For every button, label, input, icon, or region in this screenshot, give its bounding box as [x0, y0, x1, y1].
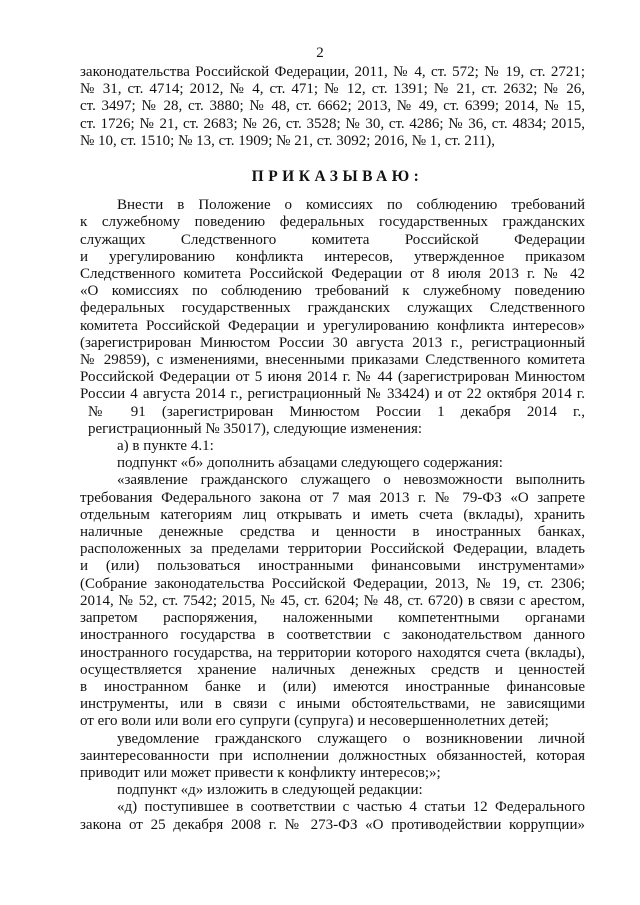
text-line: законодательства Российской Федерации, 2011, № 4, ст. 572; № 19, ст. 2721;	[80, 64, 585, 80]
text-line: № 91 (зарегистрирован Минюстом России 1 декабря 2014 г.,	[88, 403, 585, 420]
text-line: Российской Федерации от 5 июня 2014 г. № 44 (зарегистрирован Минюстом	[80, 369, 585, 386]
text-line: подпункт «б» дополнить абзацами следующего содержания:	[117, 455, 503, 472]
text-line: иностранного государства в соответствии с законодательством данного	[80, 627, 585, 644]
final-paragraph	[80, 799, 585, 833]
text-line: «д) поступившее в соответствии с частью 4 статьи 12 Федерального	[117, 799, 585, 816]
text-line: требования Федерального закона от 7 мая 2013 г. № 79-ФЗ «О запрете	[80, 489, 585, 506]
text-line: подпункт «д» изложить в следующей редакции:	[117, 782, 423, 799]
text-line: уведомление гражданского служащего о возникновении личной	[117, 730, 585, 747]
text-line: «О комиссиях по соблюдению требований к служебному поведению	[80, 283, 585, 300]
text-line: Внести в Положение о комиссиях по соблюдению требований	[117, 197, 585, 214]
text-line: (Собрание законодательства Российской Федерации, 2013, № 19, ст. 2306;	[80, 575, 585, 592]
text-line: федеральных государственных гражданских служащих Следственного	[80, 300, 585, 317]
subitem-b	[80, 455, 585, 472]
text-line: и (или) пользоваться иностранными финансовыми инструментами»	[80, 558, 585, 575]
main-paragraph	[80, 197, 585, 438]
page-number: 2	[316, 45, 324, 61]
text-line: № 31, ст. 4714; 2012, № 4, ст. 471; № 12, ст. 1391; № 21, ст. 2632; № 26,	[80, 81, 585, 98]
text-line: приводит или может привести к конфликту интересов;»;	[80, 764, 441, 781]
text-line: осуществляется хранение наличных денежных средств и ценностей	[80, 661, 585, 678]
text-line: России 4 августа 2014 г., регистрационный № 33424) и от 22 октября 2014 г.	[80, 386, 585, 403]
text-line: отдельным категориям лиц открывать и иметь счета (вклады), хранить	[80, 506, 585, 523]
subitem-d	[80, 782, 585, 799]
text-line: № 10, ст. 1510; № 13, ст. 1909; № 21, ст. 3092; 2016, № 1, ст. 211),	[80, 132, 496, 149]
text-line: инструменты, или в связи с иными обстоятельствами, не зависящими	[80, 696, 585, 713]
text-line: в иностранном банке и (или) имеются иностранные финансовые	[80, 678, 585, 695]
order-title: ПРИКАЗЫВАЮ:	[251, 168, 424, 186]
text-line: ст. 1726; № 21, ст. 2683; № 26, ст. 3528; № 30, ст. 4286; № 36, ст. 4834; 2015,	[80, 115, 585, 132]
text-line: «заявление гражданского служащего о невозможности выполнить	[117, 472, 585, 489]
text-line: иностранного государства, на территории которого находятся счета (вклады),	[80, 644, 585, 661]
text-line: Следственного комитета Российской Федерации от 8 июля 2013 г. № 42	[80, 266, 585, 283]
text-line: и урегулированию конфликта интересов, утвержденное приказом	[80, 248, 585, 265]
text-line: наличные денежные средства и ценности в иностранных банках,	[80, 524, 585, 541]
text-line: ст. 3497; № 28, ст. 3880; № 48, ст. 6662; 2013, № 49, ст. 6399; 2014, № 15,	[80, 98, 585, 115]
text-line: 2014, № 52, ст. 7542; 2015, № 45, ст. 6204; № 48, ст. 6720) в связи с арестом,	[80, 592, 585, 609]
intro-paragraph	[80, 64, 585, 150]
text-line: служащих Следственного комитета Российской Федерации	[80, 231, 585, 248]
text-line: расположенных за пределами территории Российской Федерации, владеть	[80, 541, 585, 558]
text-line: (зарегистрирован Минюстом России 30 августа 2013 г., регистрационный	[80, 334, 585, 351]
text-line: закона от 25 декабря 2008 г. № 273-ФЗ «О противодействии коррупции»	[80, 816, 585, 833]
text-line: к служебному поведению федеральных государственных гражданских	[80, 214, 585, 231]
text-line: регистрационный № 35017), следующие изменения:	[88, 420, 423, 437]
text-line: а) в пункте 4.1:	[117, 438, 214, 455]
document-body	[80, 64, 585, 834]
text-line: комитета Российской Федерации и урегулированию конфликта интересов»	[80, 317, 585, 334]
notice-paragraph	[80, 731, 585, 783]
text-line: запретом распоряжения, наложенными компетентными органами	[80, 610, 585, 627]
quote-paragraph	[80, 472, 585, 730]
text-line: заинтересованности при исполнении должностных обязанностей, которая	[80, 747, 585, 764]
text-line: № 29859), с изменениями, внесенными приказами Следственного комитета	[80, 352, 585, 369]
text-line: от его воли или воли его супруги (супруга) и несовершеннолетних детей;	[80, 713, 549, 730]
item-a	[80, 438, 585, 455]
